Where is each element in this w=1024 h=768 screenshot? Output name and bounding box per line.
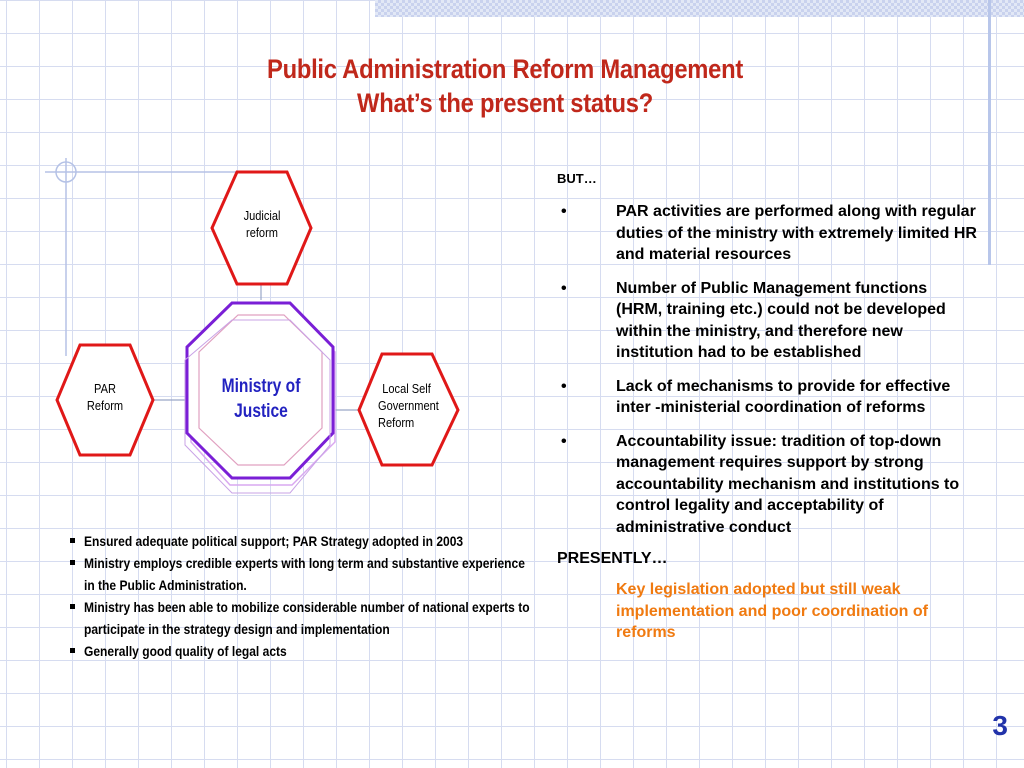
par-reform-line-1: PAR <box>94 381 116 396</box>
presently-text: Key legislation adopted but still weak implementation and poor coordination of reforms <box>616 581 928 641</box>
square-bullet-icon <box>70 538 75 543</box>
status-column <box>557 166 977 644</box>
but-label: BUT… <box>557 171 597 186</box>
par-reform-line-2: Reform <box>86 398 124 413</box>
list-item: • Lack of mechanisms to provide for effective inter -ministerial coordination of reforms <box>561 377 951 416</box>
square-bullet-icon <box>70 648 75 653</box>
title-line-1: Public Administration Reform Management <box>267 54 743 84</box>
title-line-2: What’s the present status? <box>357 88 653 118</box>
list-item: • Accountability issue: tradition of top-down management requires support by strong accountability mechanism and institutions to control legality and acceptability of administrative conduct <box>561 432 960 536</box>
local-government-label <box>378 380 446 431</box>
ministry-of-justice-label <box>215 374 307 424</box>
bullet-dot-icon: • <box>561 432 567 450</box>
judicial-reform-line-1: Judicial <box>243 208 281 223</box>
page-number: 3 <box>992 710 1008 741</box>
judicial-reform-line-2: reform <box>246 225 278 240</box>
list-item: Ensured adequate political support; PAR Strategy adopted in 2003 <box>68 530 538 552</box>
ministry-line-1: Ministry of <box>221 376 301 397</box>
bullet-dot-icon: • <box>561 377 567 395</box>
presently-label: PRESENTLY… <box>557 550 668 567</box>
judicial-reform-label <box>228 207 296 241</box>
header-pattern-band <box>375 0 1024 17</box>
list-item: Generally good quality of legal acts <box>68 640 538 662</box>
achievements-list <box>68 530 538 662</box>
local-government-line-2: Government <box>378 398 439 413</box>
bullet-dot-icon: • <box>561 203 567 220</box>
square-bullet-icon <box>70 604 75 609</box>
decorative-rule <box>988 0 991 265</box>
par-reform-label <box>75 380 135 414</box>
list-item: Ministry has been able to mobilize considerable number of national experts to participate in the strategy design and implementation <box>68 596 538 640</box>
bullet-dot-icon: • <box>561 279 567 297</box>
local-government-line-1: Local Self <box>382 381 431 396</box>
reform-diagram <box>0 140 520 510</box>
list-item: Ministry employs credible experts with long term and substantive experience in the Public Administration. <box>68 552 538 596</box>
slide-title <box>0 52 1010 120</box>
ministry-line-2: Justice <box>234 401 288 422</box>
square-bullet-icon <box>70 560 75 565</box>
list-item: • PAR activities are performed along with regular duties of the ministry with extremely limited HR and material resources <box>561 203 977 263</box>
list-item: • Number of Public Management functions (HRM, training etc.) could not be developed within the ministry, and therefore new institution had to be established <box>561 279 946 361</box>
local-government-line-3: Reform <box>378 415 415 430</box>
